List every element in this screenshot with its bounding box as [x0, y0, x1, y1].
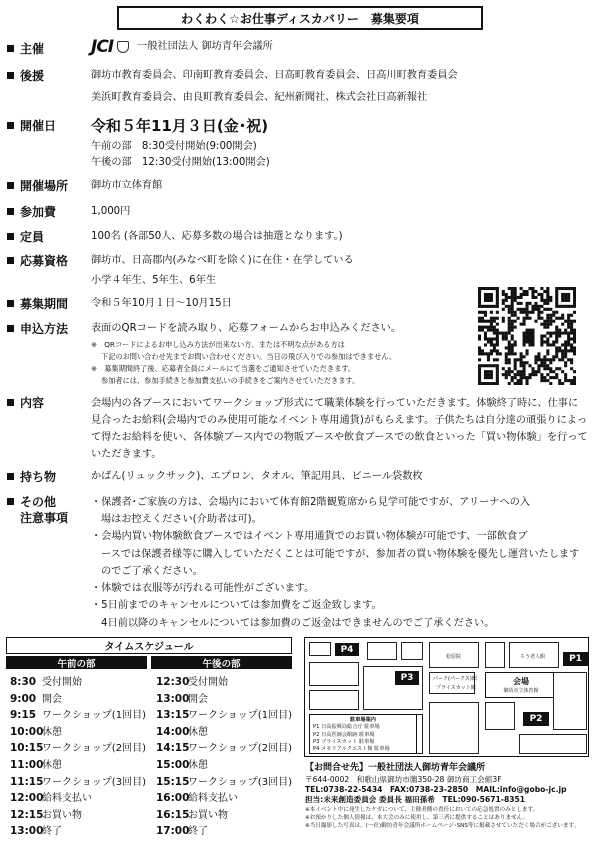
apply-note-1: ※ QRコードによるお申し込み方法が出来ない方、または不明な点がある方は [91, 340, 345, 349]
contact-note: ※お預かりした個人情報は、本大会のみに使用し、第三者に提供することはありません。 [305, 814, 529, 821]
contact-heading: 【お問合せ先】一般社団法人御坊青年会議所 [305, 763, 486, 773]
map-building [309, 642, 331, 656]
contact-note: ※当日撮影した写真は、(一社)御坊青年会議所ホームページ･SNS等に掲載させていただく場合がございます。 [305, 823, 580, 830]
contact-note: ※本イベント中に発生したケガについて、主催者側の責任においての応急処置のみとします。 [305, 806, 539, 813]
period-label: 募集期間 [7, 296, 68, 312]
organizer-label: 主催 [7, 41, 44, 57]
pm-session: 午後の部 12:30受付開始(13:00開会) [91, 157, 270, 168]
venue-marker-label: 会場 [513, 677, 529, 686]
map-label-bldg3: パーク(パークス)館 [433, 676, 477, 682]
schedule-row: 10:15ワークショップ(2回目) [10, 742, 146, 755]
map-building [553, 672, 587, 730]
schedule-row: 14:15ワークショップ(2回目) [156, 742, 292, 755]
schedule-row: 12:15お買い物 [10, 808, 82, 821]
event-date: 令和５年11月３日(金･祝) [91, 117, 269, 135]
eligibility-line-1: 御坊市、日高郡内(みなべ町を除く)に在住・在学している [91, 255, 354, 266]
jci-emblem-icon [117, 41, 129, 53]
fee-value: 1,000円 [91, 206, 131, 217]
time-schedule [6, 637, 292, 837]
schedule-row: 10:00休憩 [10, 725, 62, 738]
venue-marker-sub: 御坊市立体育館 [503, 688, 539, 694]
apply-note-2: 下記のお問い合わせ先までお問い合わせください。当日の飛び入りでの参加はできません。 [101, 352, 397, 361]
am-header: 午前の部 [6, 656, 147, 669]
support-line-1: 御坊市教育委員会、印南町教育委員会、日高町教育委員会、日高川町教育委員会 [91, 70, 458, 81]
notes-label: その他 注意事項 [7, 494, 68, 526]
contact-address: 〒644-0002 和歌山県御坊市薗350-28 御坊商工会館3F [305, 775, 502, 784]
venue-map [304, 637, 589, 757]
content-text: 会場内の各ブースにおいてワークショップ形式にて職業体験を行っていただきます。体験終了時に、仕事に見合ったお給料(会場内でのみ使用可能なイベント専用通貨)がもらえます。子供たちは自分達の頑張りによって得たお給料を使い、各体験ブース内での物販ブースや飲食ブースでの飲食といった「買い物体験」を行っていただきます。 [91, 398, 588, 460]
jci-logo: JCI [91, 37, 114, 57]
note-2-rest: ースでは保護者様等に購入していただくことは可能ですが、参加者の買い物体験を優先し運営いたしますのでご了承ください。 [101, 548, 580, 577]
belongings-label: 持ち物 [7, 469, 56, 485]
schedule-row: 13:15ワークショップ(1回目) [156, 709, 292, 722]
date-label: 開催日 [7, 118, 56, 134]
content-label: 内容 [7, 395, 44, 411]
schedule-row: 12:00給料支払い [10, 792, 92, 805]
pm-schedule-list [156, 673, 292, 839]
apply-label: 申込方法 [7, 321, 68, 337]
note-3-first: ・体験では衣服等が汚れる可能性がございます。 [91, 582, 315, 594]
period-value: 令和５年10月１日～10月15日 [91, 298, 232, 309]
map-building [367, 642, 397, 660]
schedule-title: タイムスケジュール [6, 637, 292, 654]
venue-value: 御坊市立体育館 [91, 180, 163, 191]
schedule-row: 16:00給料支払い [156, 792, 238, 805]
note-4-rest: 4日前以降のキャンセルについては参加費のご返金はできませんのでご了承ください。 [101, 617, 495, 629]
organizer-name: 一般社団法人 御坊青年会議所 [137, 41, 273, 52]
note-1-rest: 場はお控えください(介助者は可)。 [101, 514, 262, 526]
legend-item: P2 日高医師会館跡 駐車場 [313, 731, 375, 738]
map-building [485, 642, 505, 668]
schedule-row: 12:30受付開始 [156, 676, 228, 688]
parking-p1: P1 [563, 652, 588, 666]
eligibility-label: 応募資格 [7, 253, 68, 269]
schedule-row: 16:15お買い物 [156, 808, 228, 821]
venue-label: 開催場所 [7, 178, 68, 194]
map-building [429, 702, 479, 754]
note-4-first: ・5日前までのキャンセルについては参加費をご返金致します。 [91, 600, 382, 612]
note-2-first: ・会場内買い物体験飲食ブースではイベント専用通貨でのお買い物体験が可能です、一部飲食ブ [91, 531, 528, 543]
schedule-row: 13:00開会 [156, 692, 208, 705]
schedule-row: 9:15 ワークショップ(1回目) [10, 709, 146, 722]
map-building [519, 734, 587, 754]
map-building [509, 642, 559, 668]
parking-p2: P2 [523, 712, 549, 726]
map-building [401, 642, 423, 660]
eligibility-line-2: 小学４年生、5年生、6年生 [91, 275, 217, 286]
note-1-first: ・保護者･ご家族の方は、会場内において体育館2階観覧席から見学可能ですが、アリーナへの入 [91, 497, 531, 508]
map-building [429, 642, 479, 668]
schedule-row: 8:30 受付開始 [10, 676, 82, 688]
schedule-row: 15:00休憩 [156, 758, 208, 771]
legend-item: P4 メモリアルクエスト館 駐車場 [313, 746, 390, 753]
schedule-row: 15:15ワークショップ(3回目) [156, 775, 292, 788]
map-building [309, 662, 359, 686]
map-building [309, 690, 359, 710]
pm-header: 午後の部 [151, 656, 292, 669]
schedule-row: 11:00休憩 [10, 758, 62, 771]
schedule-row: 9:00 開会 [10, 692, 62, 705]
legend-title: 駐車場案内 [350, 717, 376, 723]
apply-note-3: ※ 募集期間終了後、応募者全員にメールにて当選をご通知させていただきます。 [91, 364, 356, 373]
venue-marker [485, 672, 557, 698]
am-schedule-list [10, 673, 146, 839]
map-label-bldg1: 松原院 [446, 654, 462, 660]
capacity-value: 100名 (各部50人、応募多数の場合は抽選となります。) [91, 231, 343, 242]
page-title: わくわく☆お仕事ディスカバリー 募集要項 [117, 6, 483, 30]
contact-block [305, 762, 590, 831]
schedule-row: 11:15ワークショップ(3回目) [10, 775, 146, 788]
support-label: 後援 [7, 68, 44, 84]
map-label-bldg4: プライスカット館 [436, 685, 476, 691]
apply-value: 表面のQRコードを読み取り、応募フォームからお申込みください。 [91, 323, 402, 334]
parking-legend [309, 714, 417, 754]
contact-tel: TEL:0738-22-5434 FAX:0738-23-2850 MAIL:info@gobo-jc.jp [305, 785, 567, 795]
contact-person: 担当:未来創造委員会 委員長 福田孫希 TEL:090-5671-8351 [305, 795, 526, 805]
fee-label: 参加費 [7, 204, 56, 220]
schedule-row: 14:00休憩 [156, 725, 208, 738]
belongings-value: かばん(リュックサック)、エプロン、タオル、筆記用具、ビニール袋数枚 [91, 471, 423, 482]
capacity-label: 定員 [7, 229, 44, 245]
apply-note-4: 参加者には、参加手続きと参加費支払いの手続きをご案内させていただきます。 [101, 376, 360, 385]
map-building [429, 672, 475, 694]
schedule-row: 13:00終了 [10, 825, 62, 838]
map-building [485, 702, 515, 730]
map-label-bldg2: ろう老人館 [520, 654, 546, 660]
qr-code[interactable] [478, 287, 576, 385]
parking-p4: P4 [335, 643, 359, 656]
legend-item: P3 プライスカット 駐車場 [313, 738, 375, 745]
legend-item: P1 日高振興局総合庁 駐車場 [313, 724, 380, 731]
am-session: 午前の部 8:30受付開始(9:00開会) [91, 141, 257, 152]
schedule-row: 17:00終了 [156, 825, 208, 838]
support-line-2: 美浜町教育委員会、由良町教育委員会、紀州新聞社、株式会社日高新報社 [91, 92, 428, 103]
parking-p3: P3 [395, 671, 419, 685]
